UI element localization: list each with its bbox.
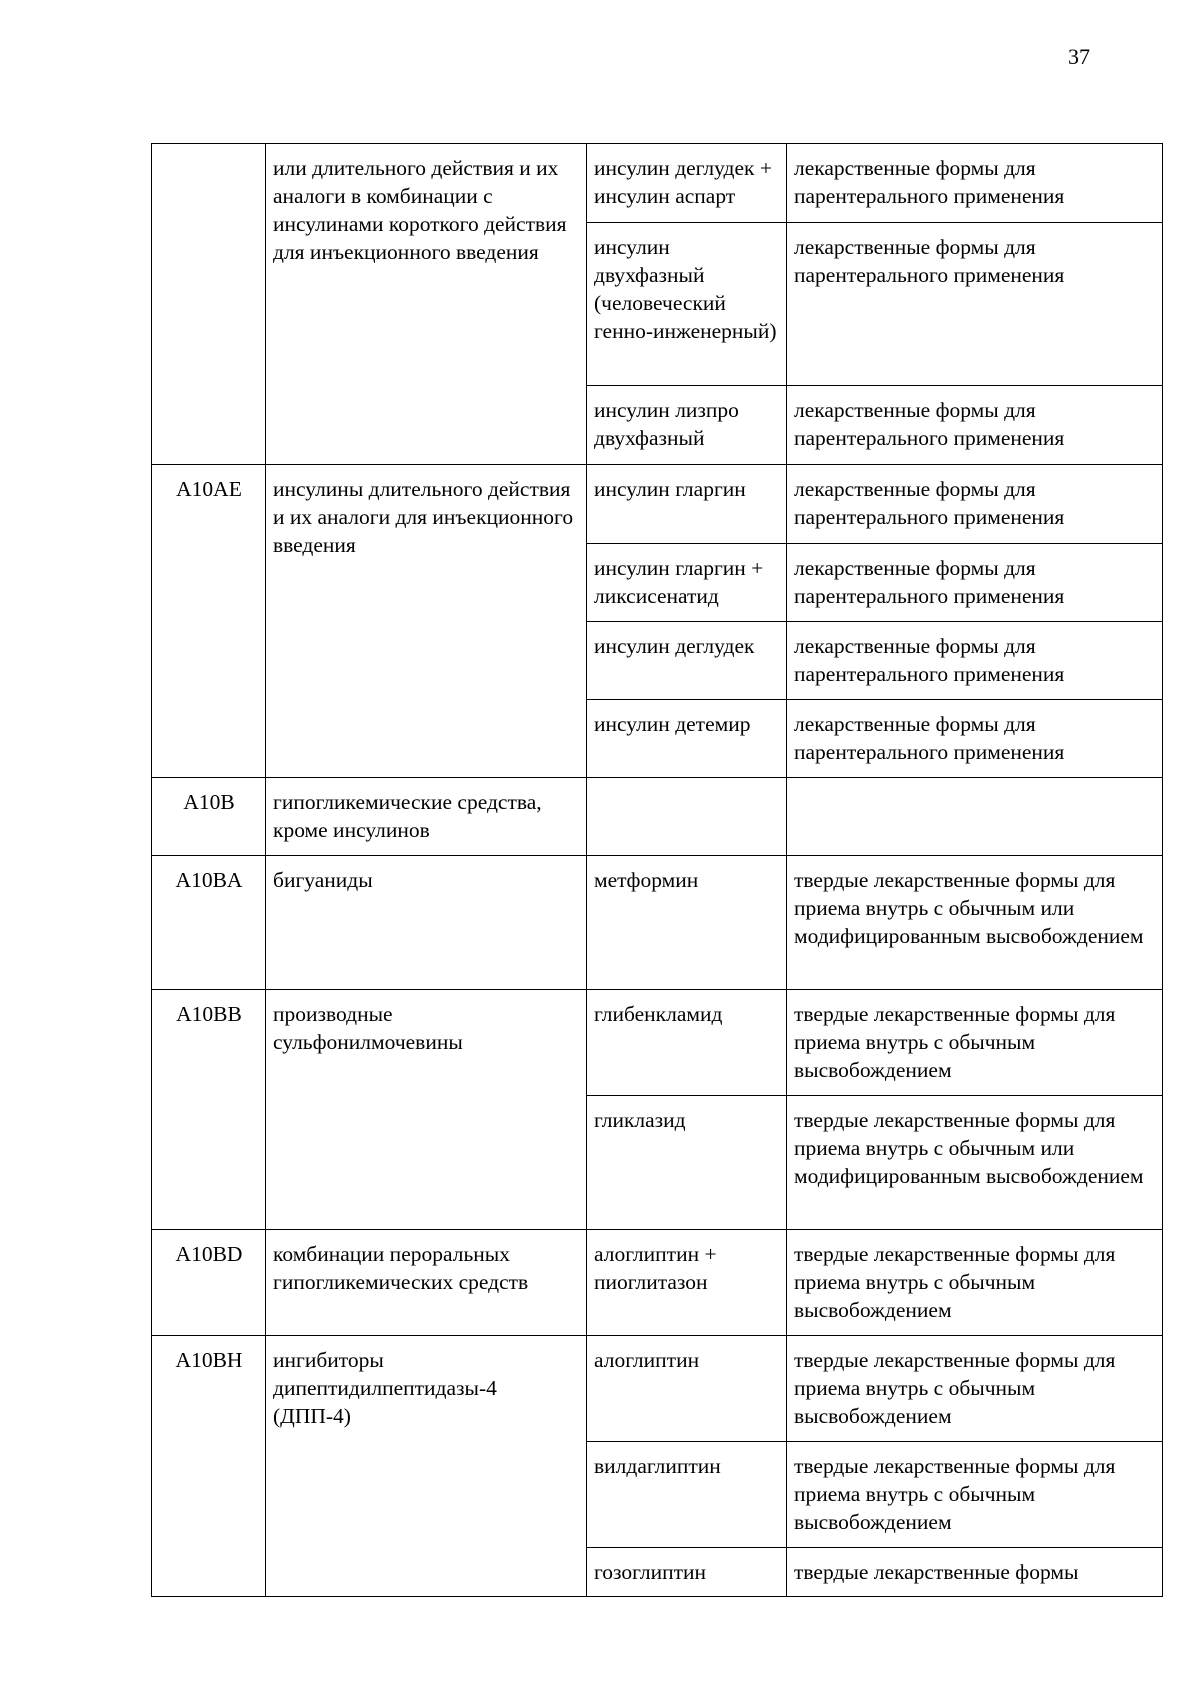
drug-name-cell: инсулин деглудек + инсулин аспарт <box>587 144 787 223</box>
drug-name-cell: вилдаглиптин <box>587 1442 787 1548</box>
group-name-cell: бигуаниды <box>266 856 587 990</box>
group-name-cell: комбинации пероральных гипогликемических средств <box>266 1230 587 1336</box>
dosage-form-cell: твердые лекарственные формы для приема внутрь с обычным высвобождением <box>787 990 1163 1096</box>
drug-name-cell: инсулин двухфазный (человеческий генно-инженерный) <box>587 223 787 386</box>
atc-code-cell <box>152 144 266 465</box>
table-row <box>152 465 1163 544</box>
atc-code-cell: A10BA <box>152 856 266 990</box>
dosage-form-cell: твердые лекарственные формы для приема внутрь с обычным или модифицированным высвобождением <box>787 856 1163 990</box>
atc-code-cell: A10BB <box>152 990 266 1230</box>
dosage-form-cell: лекарственные формы для парентерального применения <box>787 700 1163 778</box>
dosage-form-cell: твердые лекарственные формы для приема внутрь с обычным высвобождением <box>787 1230 1163 1336</box>
group-name-cell: или длительного действия и их аналоги в комбинации с инсулинами короткого действия для инъекционного введения <box>266 144 587 465</box>
group-name-cell: инсулины длительного действия и их аналоги для инъекционного введения <box>266 465 587 778</box>
atc-code-cell: A10AE <box>152 465 266 778</box>
table-row <box>152 778 1163 856</box>
dosage-form-cell: лекарственные формы для парентерального применения <box>787 386 1163 465</box>
drug-name-cell: алоглиптин + пиоглитазон <box>587 1230 787 1336</box>
dosage-form-cell: лекарственные формы для парентерального применения <box>787 465 1163 544</box>
dosage-form-cell: твердые лекарственные формы для приема внутрь с обычным или модифицированным высвобождением <box>787 1096 1163 1230</box>
drug-name-cell: инсулин гларгин + ликсисенатид <box>587 544 787 622</box>
table-row <box>152 1230 1163 1336</box>
drug-table <box>151 143 1163 1597</box>
dosage-form-cell: твердые лекарственные формы <box>787 1548 1163 1597</box>
group-name-cell: гипогликемические средства, кроме инсулинов <box>266 778 587 856</box>
drug-name-cell: инсулин деглудек <box>587 622 787 700</box>
dosage-form-cell: лекарственные формы для парентерального применения <box>787 223 1163 386</box>
dosage-form-cell: твердые лекарственные формы для приема внутрь с обычным высвобождением <box>787 1442 1163 1548</box>
drug-name-cell: гозоглиптин <box>587 1548 787 1597</box>
dosage-form-cell: лекарственные формы для парентерального применения <box>787 544 1163 622</box>
drug-name-cell: глибенкламид <box>587 990 787 1096</box>
dosage-form-cell: твердые лекарственные формы для приема внутрь с обычным высвобождением <box>787 1336 1163 1442</box>
drug-name-cell: инсулин гларгин <box>587 465 787 544</box>
table-row <box>152 856 1163 990</box>
dosage-form-cell <box>787 778 1163 856</box>
drug-name-cell: алоглиптин <box>587 1336 787 1442</box>
drug-name-cell: гликлазид <box>587 1096 787 1230</box>
drug-name-cell <box>587 778 787 856</box>
drug-name-cell: метформин <box>587 856 787 990</box>
table-row <box>152 1336 1163 1442</box>
atc-code-cell: A10B <box>152 778 266 856</box>
atc-code-cell: A10BD <box>152 1230 266 1336</box>
drug-name-cell: инсулин детемир <box>587 700 787 778</box>
table-row <box>152 990 1163 1096</box>
page-number: 37 <box>1068 44 1090 69</box>
dosage-form-cell: лекарственные формы для парентерального применения <box>787 622 1163 700</box>
group-name-cell: производные сульфонилмочевины <box>266 990 587 1230</box>
group-name-cell: ингибиторы дипептидилпептидазы-4 (ДПП-4) <box>266 1336 587 1597</box>
dosage-form-cell: лекарственные формы для парентерального применения <box>787 144 1163 223</box>
atc-code-cell: A10BH <box>152 1336 266 1597</box>
table-row <box>152 144 1163 223</box>
drug-name-cell: инсулин лизпро двухфазный <box>587 386 787 465</box>
